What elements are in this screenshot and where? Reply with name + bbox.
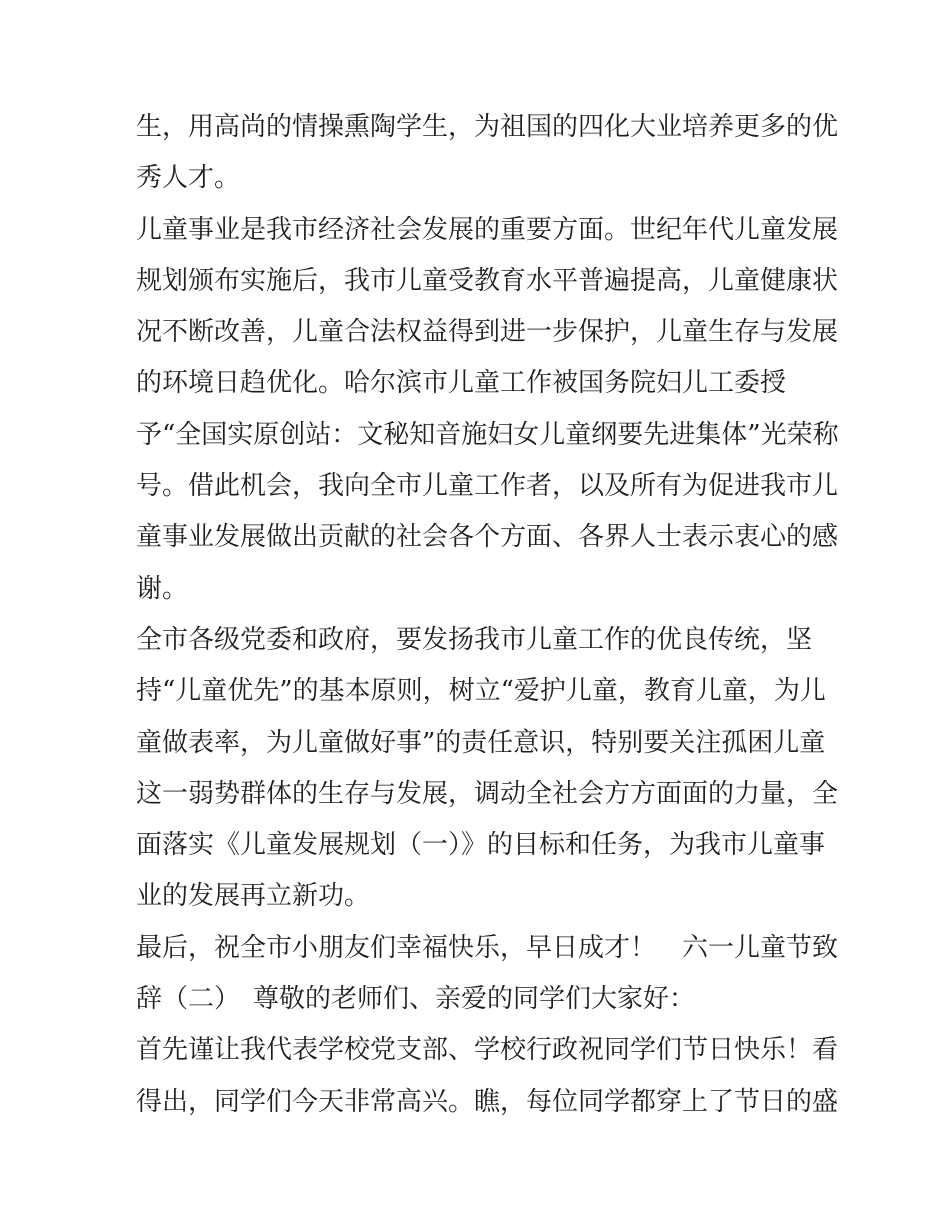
document-text-block [136, 102, 848, 1128]
text-line: 号。借此机会，我向全市儿童工作者，以及所有为促进我市儿 [136, 471, 839, 502]
text-line: 持“儿童优先”的基本原则，树立“爱护儿童，教育儿童，为儿 [136, 676, 826, 707]
text-line: 童事业发展做出贡献的社会各个方面、各界人士表示衷心的感 [136, 522, 839, 553]
text-line: 童做表率，为儿童做好事”的责任意识，特别要关注孤困儿童 [136, 727, 826, 758]
text-line: 面落实《儿童发展规划（一）》的目标和任务，为我市儿童事 [136, 830, 826, 861]
text-line: 规划颁布实施后，我市儿童受教育水平普遍提高，儿童健康状 [136, 265, 839, 296]
text-line: 辞（二） 尊敬的老师们、亲爱的同学们大家好： [136, 984, 696, 1015]
text-line: 最后，祝全市小朋友们幸福快乐，早日成才！ 六一儿童节致 [136, 932, 839, 963]
text-line: 生，用高尚的情操熏陶学生，为祖国的四化大业培养更多的优 [136, 112, 839, 142]
text-line: 谢。 [136, 573, 189, 604]
text-line: 这一弱势群体的生存与发展，调动全社会方方面面的力量，全 [136, 778, 839, 809]
text-line: 得出，同学们今天非常高兴。瞧，每位同学都穿上了节日的盛 [136, 1086, 839, 1117]
text-line: 的环境日趋优化。哈尔滨市儿童工作被国务院妇儿工委授 [136, 368, 787, 399]
text-line: 予“全国实原创站：文秘知音施妇女儿童纲要先进集体”光荣称 [136, 419, 839, 450]
text-line: 业的发展再立新功。 [136, 881, 371, 912]
text-line: 儿童事业是我市经济社会发展的重要方面。世纪年代儿童发展 [136, 214, 839, 245]
text-line: 首先谨让我代表学校党支部、学校行政祝同学们节日快乐！看 [136, 1035, 839, 1066]
text-line: 秀人才。 [136, 163, 241, 194]
text-line: 全市各级党委和政府，要发扬我市儿童工作的优良传统，坚 [136, 624, 813, 655]
text-line: 况不断改善，儿童合法权益得到进一步保护，儿童生存与发展 [136, 317, 839, 348]
